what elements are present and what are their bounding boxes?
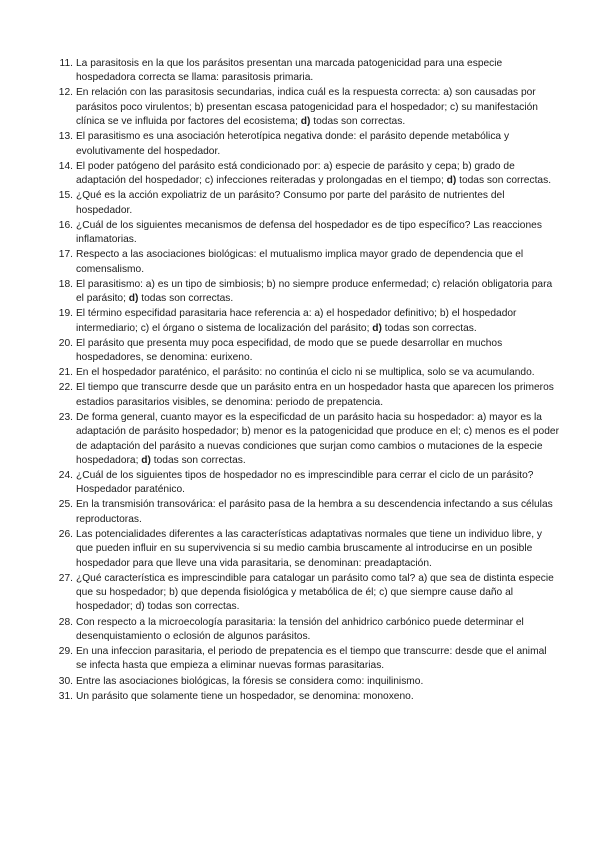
question-item [58,160,560,189]
question-text [76,279,552,304]
question-body: El parásito que presenta muy poca especifidad, de modo que se puede desarrollar en muchos hospedadores, se denomina: eurixeno. [76,337,503,364]
question-item [58,189,560,218]
question-number: 12 . [53,86,73,100]
question-item [58,381,560,410]
question-item [58,572,560,615]
question-body: El término especifidad parasitaria hace referencia a: a) el hospedador definitivo; b) el hospedador intermediario; c) el órgano o sistema de localización del parásito; [76,308,517,334]
answer-text: todas son correctas. [150,454,246,466]
question-item [58,337,560,366]
question-body: De forma general, cuanto mayor es la especificdad de un parásito hacia su hospedador: a) mayor es la adaptación de parásito hospedador; b) menor es la patogenicidad que produce en el; c) menos es el poder de adaptación del parásito a nuevas condiciones que surjan como cambios o mutaciones de la especie hospedadora; [76,411,559,466]
question-text [76,617,524,642]
question-body: ¿Qué es la acción expoliatriz de un parásito? Consumo por parte del parásito de nutrientes del hospedador. [76,190,505,216]
question-number: 27 . [53,572,73,586]
question-text [76,529,542,569]
question-body: Las potencialidades diferentes a las características adaptativas normales que tiene un individuo libre, y que pueden influir en su supervivencia si su medio cambia bruscamente al introducirse en un posible hospedador para que lleve una vida parasitaria, se denominan: preadaptación. [76,528,542,569]
question-item [59,57,560,86]
question-item [58,645,560,674]
question-number: 15 . [53,189,73,203]
question-text [76,691,414,702]
answer-marker: d) [300,116,311,128]
question-body: En la transmisión transovárica: el parásito pasa de la hembra a su descendencia infectando a sus células reproductoras. [76,499,553,525]
question-text [76,220,542,245]
question-body: Entre las asociaciones biológicas, la fóresis se considera como: inquilinismo. [76,675,424,687]
question-number: 21 . [53,366,73,380]
question-item [58,411,560,468]
question-number: 29 . [53,645,73,659]
question-number: 30 . [53,675,73,689]
question-text [76,573,554,613]
question-item [58,307,560,336]
question-number: 22 . [53,381,73,395]
answer-text: todas son correctas. [310,116,406,128]
answer-marker: d) [141,454,151,466]
question-text [76,131,509,156]
question-body: En una infeccion parasitaria, el periodo de prepatencia es el tiempo que transcurre: desde que el animal se infecta hasta que empieza a eliminar nuevas formas parasitarias. [76,646,547,672]
question-item [58,675,560,689]
question-text [76,367,535,378]
question-text [76,249,523,274]
question-body: La parasitosis en la que los parásitos presentan una marcada patogenicidad para una especie hospedadora correcta se llama: parasitosis primaria. [76,58,503,84]
question-text [76,58,502,83]
question-text [76,412,559,466]
question-number: 14 . [53,160,73,174]
question-number: 13 . [53,130,73,144]
question-number: 17 . [53,248,73,262]
question-body: El parasitismo: a) es un tipo de simbiosis; b) no siempre produce enfermedad; c) relación obligatoria para el parásito; [76,278,553,305]
question-number: 24 . [53,469,73,483]
question-number: 19 . [53,307,73,321]
question-number: 11 . [53,57,73,71]
question-text [76,190,505,215]
question-number: 20 . [53,337,73,351]
question-item [58,248,560,277]
question-body: ¿Cuál de los siguientes tipos de hospedador no es imprescindible para cerrar el ciclo de un parásito? Hospedador paraténico. [76,469,534,496]
question-text [76,646,547,671]
question-body: Respecto a las asociaciones biológicas: el mutualismo implica mayor grado de dependencia que el comensalismo. [76,249,524,275]
question-item [58,86,560,129]
question-item [58,469,560,498]
question-body: El tiempo que transcurre desde que un parásito entra en un hospedador hasta que aparecen los primeros estadios parasitarios visibles, se denomina: periodo de prepatencia. [76,382,554,408]
question-text [76,676,423,687]
question-text [76,87,538,127]
question-text [76,470,533,495]
question-body: ¿Cuál de los siguientes mecanismos de defensa del hospedador es de tipo específico? Las reacciones inflamatorias. [76,219,542,246]
question-body: ¿Qué característica es imprescindible para catalogar un parásito como tal? a) que sea de distinta especie que su hospedador; b) que dependa fisiológica y metabólica de él; c) que siempre cause daño al hospedador; d) todas son correctas. [76,572,554,613]
question-item [58,616,560,645]
question-body: Con respecto a la microecología parasitaria: la tensión del anhidrico carbónico puede determinar el desenquistamiento o eclosión de algunos parásitos. [76,616,524,642]
answer-marker: d) [446,175,457,187]
answer-marker: d) [128,293,139,305]
question-number: 25 . [53,498,73,512]
question-number: 18 . [53,278,73,292]
question-text [76,338,502,363]
question-number: 26 . [53,528,73,542]
question-body: El parasitismo es una asociación heterotípica negativa donde: el parásito depende metabólica y evolutivamente del hospedador. [76,131,510,157]
question-item [58,219,560,248]
answer-marker: d) [372,322,382,334]
question-item [58,366,560,380]
question-number: 16 . [53,219,73,233]
question-list [58,57,560,704]
question-item [58,130,560,159]
question-item [58,498,560,527]
question-number: 28 . [53,616,73,630]
question-text [76,499,553,524]
question-text [76,308,516,333]
question-text [76,382,554,407]
question-number: 23 . [53,411,73,425]
question-text [76,161,551,186]
question-item [58,690,560,704]
question-item [58,278,560,307]
answer-text: todas son correctas. [456,175,552,187]
question-number: 31 . [53,690,73,704]
question-body: En el hospedador paraténico, el parásito: no continúa el ciclo ni se multiplica, solo se va acumulando. [76,367,535,379]
question-item [58,528,560,571]
question-body: En relación con las parasitosis secundarias, indica cuál es la respuesta correcta: a) son causadas por parásitos poco virulentos; b) presentan escasa patogenicidad para el hospedador; c) su manifestación clínica se ve influida por factores del ecosistema; [76,87,538,128]
answer-text: todas son correctas. [138,293,234,305]
question-body: Un parásito que solamente tiene un hospedador, se denomina: monoxeno. [76,690,414,702]
question-body: El poder patógeno del parásito está condicionado por: a) especie de parásito y cepa; b) grado de adaptación del hospedador; c) infecciones reiteradas y prolongadas en el tiempo; [76,160,515,187]
answer-text: todas son correctas. [381,322,477,334]
